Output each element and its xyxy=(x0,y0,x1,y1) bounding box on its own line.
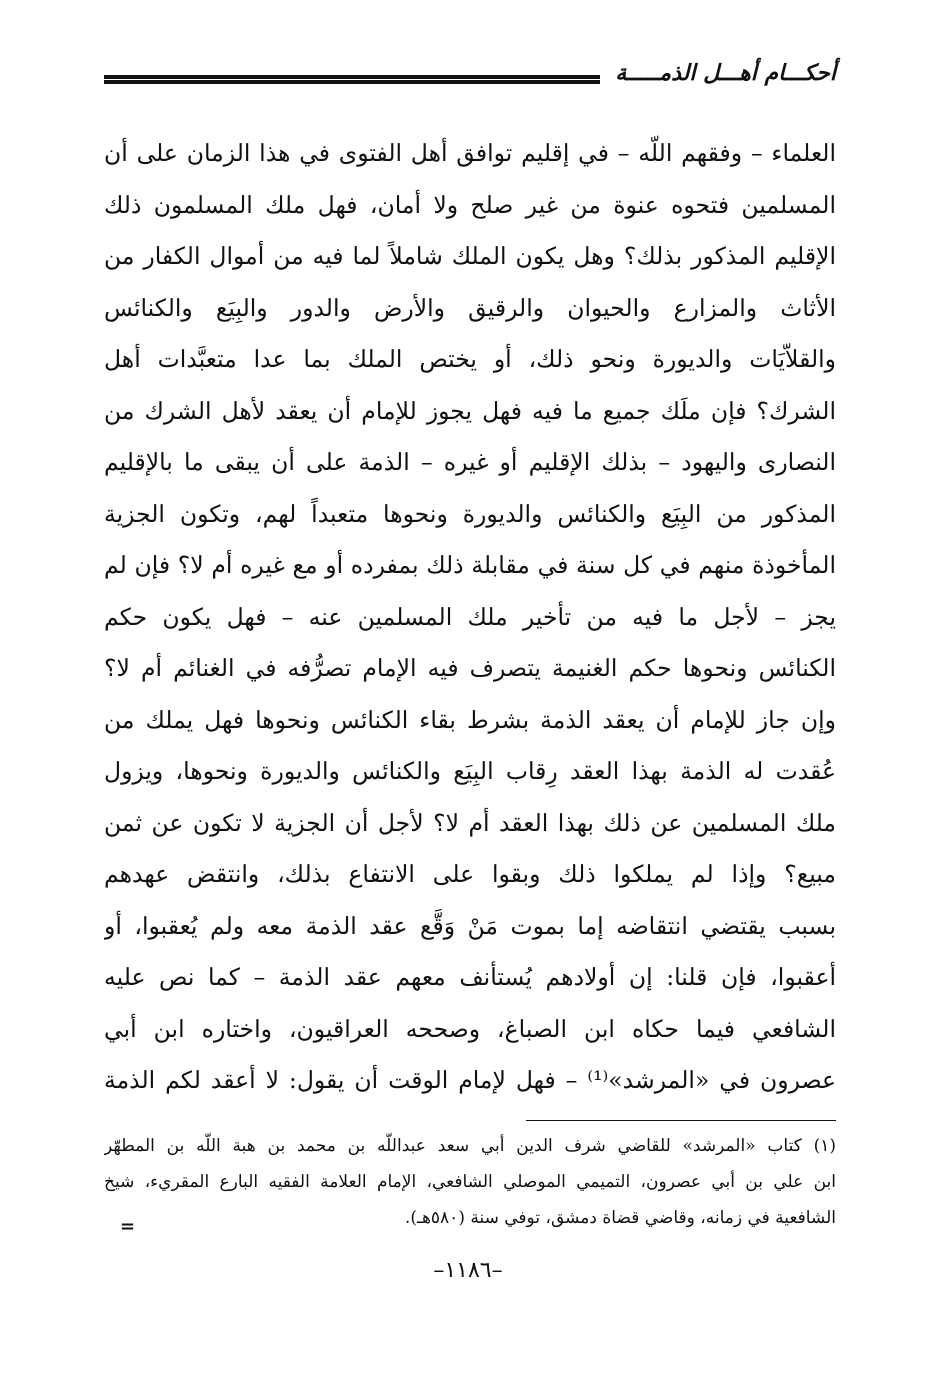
body-line: وإن جاز للإمام أن يعقد الذمة بشرط بقاء الكنائس ونحوها فهل يملك من xyxy=(104,705,836,734)
footnote-divider xyxy=(526,1120,836,1121)
running-header xyxy=(104,58,836,98)
footnote-continuation-mark: = xyxy=(120,1216,136,1237)
page-number: –١١٨٦– xyxy=(433,1258,503,1283)
footnote-line: الشافعية في زمانه، وقاضي قضاة دمشق، توفي سنة (٥٨٠هـ). xyxy=(404,1208,836,1228)
body-line: يجز – لأجل ما فيه من تأخير ملك المسلمين عنه – فهل يكون حكم xyxy=(104,602,836,631)
footnote-line: (١) كتاب «المرشد» للقاضي شرف الدين أبي سعد عبداللّه بن محمد بن هبة اللّه بن المطهّر xyxy=(104,1136,836,1156)
body-line: الإقليم المذكور بذلك؟ وهل يكون الملك شاملاً لما فيه من أموال الكفار من xyxy=(104,242,836,270)
body-line: الشافعي فيما حكاه ابن الصباغ، وصححه العراقيون، واختاره ابن أبي xyxy=(104,1014,836,1043)
body-line: مبيع؟ وإذا لم يملكوا ذلك وبقوا على الانتفاع بذلك، وانتقض عهدهم xyxy=(104,860,836,888)
footnote-line: ابن علي بن أبي عصرون، التميمي الموصلي الشافعي، الإمام العلامة الفقيه البارع المقريء، شيخ xyxy=(104,1172,836,1192)
body-line: والقلاّيَات والديورة ونحو ذلك، أو يختص الملك بما عدا متعبَّدات أهل xyxy=(104,345,836,373)
footnotes xyxy=(104,1128,836,1236)
body-line: عُقدت له الذمة بهذا العقد رِقاب البِيَع والكنائس والديورة ونحوها، ويزول xyxy=(104,757,836,785)
body-line: الكنائس ونحوها حكم الغنيمة يتصرف فيه الإمام تصرُّفه في الغنائم أم لا؟ xyxy=(104,654,836,682)
body-line: الأثاث والمزارع والحيوان والرقيق والأرض والدور والبِيَع والكنائس xyxy=(104,293,836,322)
body-line: المأخوذة منهم في كل سنة في مقابلة ذلك بمفرده أو مع غيره أم لا؟ فإن لم xyxy=(104,551,836,579)
body-line: المسلمين فتحوه عنوة من غير صلح ولا أمان، فهل ملك المسلمون ذلك xyxy=(104,190,836,219)
running-header-title: أحكـــام أهـــل الذمـــــة xyxy=(615,60,836,86)
body-line: المذكور من البِيَع والكنائس والديورة ونحوها متعبداً لهم، وتكون الجزية xyxy=(104,499,836,528)
body-line: الشرك؟ فإن ملَك جميع ما فيه فهل يجوز للإمام أن يعقد لأهل الشرك من xyxy=(104,396,836,425)
main-body-text xyxy=(104,128,836,1107)
body-line: العلماء – وفقهم اللّه – في إقليم توافق أهل الفتوى في هذا الزمان على أن xyxy=(104,139,836,167)
header-double-rule xyxy=(104,75,600,79)
body-line: النصارى واليهود – بذلك الإقليم أو غيره – الذمة على أن يبقى ما بالإقليم xyxy=(104,448,836,476)
body-line: أعقبوا، فإن قلنا: إن أولادهم يُستأنف معهم عقد الذمة – كما نص عليه xyxy=(104,963,836,991)
body-line: عصرون في «المرشد»⁽¹⁾ – فهل لإمام الوقت أن يقول: لا أعقد لكم الذمة xyxy=(104,1066,836,1094)
body-line: بسبب يقتضي انتقاضه إما بموت مَنْ وَقَّع عقد الذمة معه ولم يُعقبوا، أو xyxy=(104,911,836,940)
body-line: ملك المسلمين عن ذلك بهذا العقد أم لا؟ لأجل أن الجزية لا تكون عن ثمن xyxy=(104,808,836,837)
